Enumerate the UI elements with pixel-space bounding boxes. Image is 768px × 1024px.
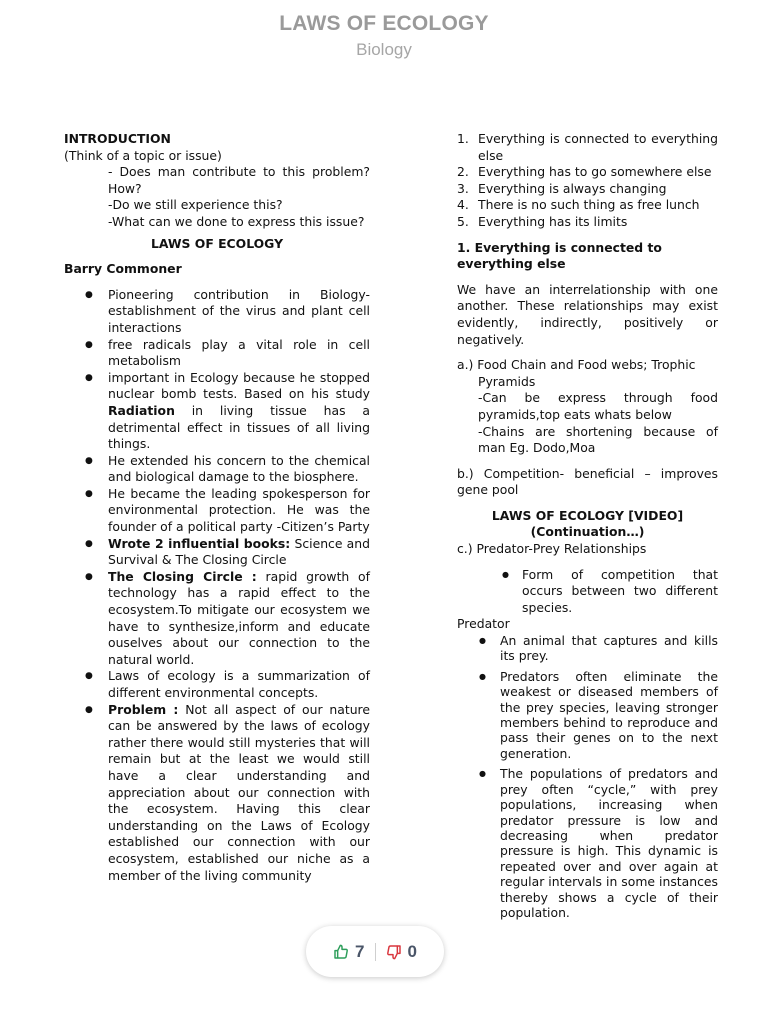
list-item: ● The populations of predators and prey often “cycle,” with prey populations, increasing when predator pressure is low and decreasing when predator pressure is high. This dynamic is repeated over and over again at regular intervals in some instances thereby shows a cycle of their population. <box>457 766 718 920</box>
laws-heading: LAWS OF ECOLOGY <box>150 235 284 251</box>
document-category: Biology <box>356 40 412 59</box>
video-heading: LAWS OF ECOLOGY [VIDEO] (Continuation…) <box>491 507 684 540</box>
section-heading: 1. Everything is connected to everything else <box>457 239 662 272</box>
thumbs-up-icon <box>333 944 349 960</box>
upvote-count: 7 <box>355 941 365 961</box>
item-title: a.) Food Chain and Food webs; Trophic Pyramids <box>457 357 696 389</box>
intro-text: (Think of a topic or issue) <box>64 147 222 163</box>
list-item: ● Problem : Not all aspect of our nature can be answered by the laws of ecology rather there would still mysteries that will remain but at the least we would still have a clear understanding and appreciation about our connection with the ecosystem. Having this clear understanding on the Laws of Ecology established our connection with our ecosystem, established our niche as a member of the living community <box>64 702 370 885</box>
list-item: 3. Everything is always changing <box>457 180 667 196</box>
predator-prey-bullets <box>457 567 718 617</box>
list-item: 1. Everything is connected to everything else <box>457 131 718 163</box>
predator-prey-item: c.) Predator-Prey Relationships <box>457 541 647 557</box>
intro-question: -What can we done to express this issue? <box>108 213 365 229</box>
predator-label: Predator <box>457 616 510 632</box>
section-paragraph: We have an interrelationship with one another. These relationships may exist evidently, indirectly, positively or negatively. <box>457 281 718 347</box>
list-item: ● Pioneering contribution in Biology- establishment of the virus and plant cell interactions <box>64 287 370 337</box>
intro-question: -Do we still experience this? <box>108 197 283 213</box>
list-item: ● important in Ecology because he stopped nuclear bomb tests. Based on his study Radiation in living tissue has a detrimental effect in tissues of all living things. <box>64 370 370 453</box>
author-name: Barry Commoner <box>64 261 182 277</box>
item-line: -Chains are shortening because of man Eg. Dodo,Moa <box>478 423 718 456</box>
document-header <box>0 12 768 60</box>
list-item: 2. Everything has to go somewhere else <box>457 164 712 180</box>
upvote-button[interactable] <box>333 942 364 962</box>
commoner-bullet-list <box>64 287 370 884</box>
downvote-count: 0 <box>407 941 417 961</box>
intro-question: - Does man contribute to this problem?How? <box>108 164 370 196</box>
document-title: LAWS OF ECOLOGY <box>279 12 489 35</box>
item-line: -Can be express through food pyramids,top eats whats below <box>478 390 718 422</box>
competition-item: b.) Competition- beneficial – improves gene pool <box>457 465 718 498</box>
predator-bullets <box>457 633 718 920</box>
thumbs-down-icon <box>386 944 402 960</box>
vote-divider <box>375 943 376 961</box>
list-item: ● free radicals play a vital role in cell metabolism <box>64 337 370 370</box>
list-item: ● Predators often eliminate the weakest or diseased members of the prey species, leaving stronger members behind to reproduce and pass their genes on to the next generation. <box>457 669 718 761</box>
list-item: 5. Everything has its limits <box>457 213 628 229</box>
left-column <box>64 131 370 884</box>
list-item: ● Wrote 2 influential books: Science and Survival & The Closing Circle <box>64 536 370 569</box>
list-item: ● He became the leading spokesperson for environmental protection. He was the founder of a political party -Citizen’s Party <box>64 486 370 536</box>
vote-bar <box>306 926 444 977</box>
list-item: ● He extended his concern to the chemical and biological damage to the biosphere. <box>64 453 370 486</box>
downvote-button[interactable] <box>386 942 417 962</box>
list-item: ● An animal that captures and kills its prey. <box>457 633 718 664</box>
list-item: ● The Closing Circle : rapid growth of technology has a rapid effect to the ecosystem.To mitigate our ecosystem we have to synthesize,inform and educate ouselves about our connection to the natural world. <box>64 569 370 669</box>
laws-list <box>457 131 718 231</box>
right-column <box>457 131 718 925</box>
list-item: ● Form of competition that occurs between two different species. <box>457 567 718 617</box>
intro-heading: INTRODUCTION <box>64 131 171 146</box>
list-item: ● Laws of ecology is a summarization of different environmental concepts. <box>64 668 370 701</box>
food-chain-item <box>457 357 718 457</box>
list-item: 4. There is no such thing as free lunch <box>457 197 700 213</box>
